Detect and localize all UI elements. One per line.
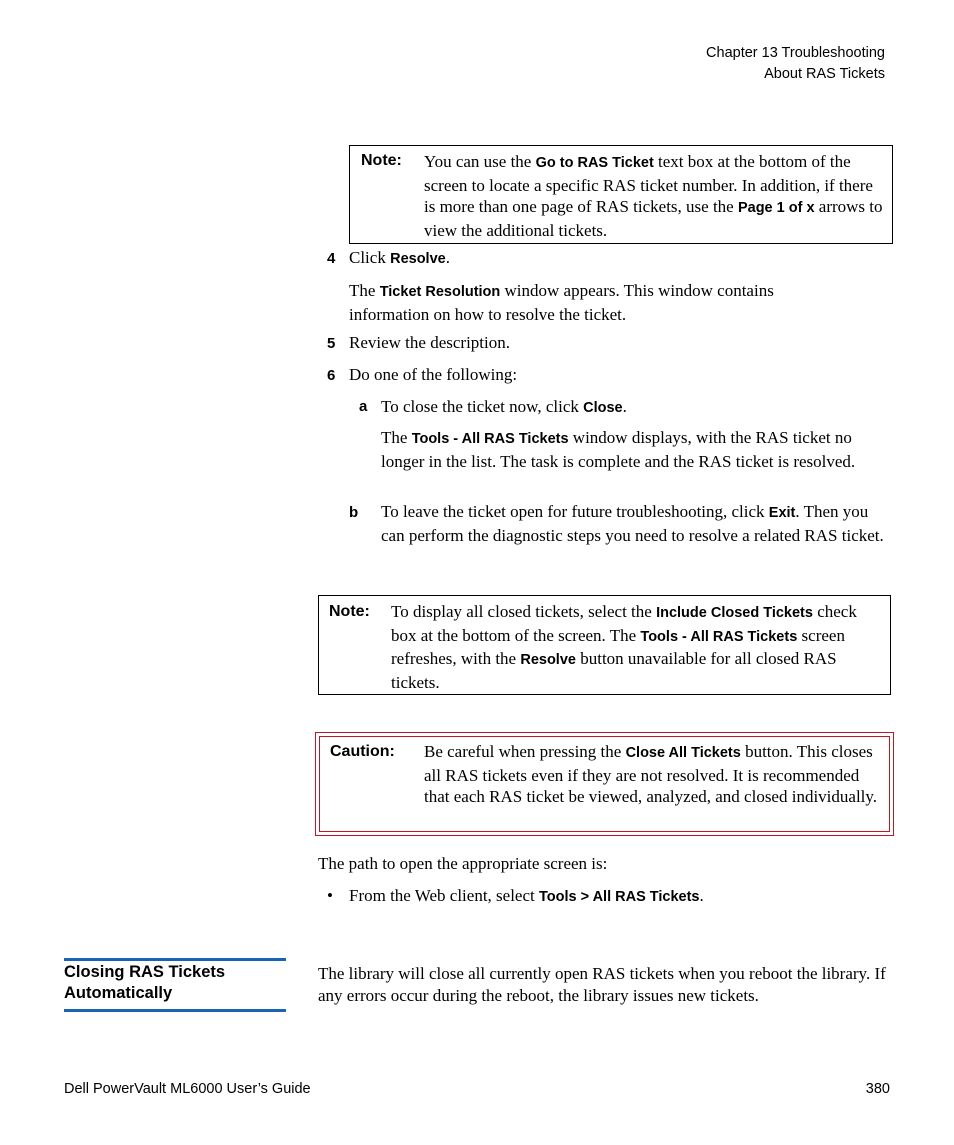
- note-text: To display all closed tickets, select the Include Closed Tickets check box at the bottom of the screen. The Tools - All RAS Tickets screen refreshes, with the Resolve button unavailable for all closed RAS tickets.: [391, 602, 857, 692]
- note-box: [349, 145, 893, 244]
- substep-letter: a: [359, 398, 368, 415]
- header-section: About RAS Tickets: [764, 66, 885, 82]
- step-number: 6: [327, 367, 336, 384]
- ui-term: Tools - All RAS Tickets: [640, 628, 798, 645]
- ui-term: Resolve: [390, 251, 446, 267]
- caution-box: [315, 732, 894, 836]
- ui-term: Close: [583, 400, 623, 416]
- substep-text: To close the ticket now, click Close.: [381, 397, 627, 416]
- ui-term: Page 1 of x: [737, 200, 815, 216]
- page-number: 380: [865, 1081, 890, 1097]
- ui-term: Tools > All RAS Tickets: [539, 889, 700, 905]
- note-label: Note:: [361, 152, 402, 169]
- step-text: Review the description.: [349, 333, 510, 352]
- ui-term: Include Closed Tickets: [656, 605, 813, 621]
- ui-term: Close All Tickets: [625, 745, 741, 761]
- section-rule-top: [64, 958, 286, 961]
- ui-term: Ticket Resolution: [379, 284, 501, 300]
- step-number: 4: [327, 250, 336, 267]
- ui-term: Go to RAS Ticket: [535, 155, 654, 171]
- bullet: •: [327, 886, 333, 905]
- bullet-text: From the Web client, select Tools > All RAS Tickets.: [349, 886, 704, 905]
- ui-term: Exit: [768, 505, 796, 521]
- running-header: [706, 43, 885, 85]
- note-box: [318, 595, 891, 695]
- caution-label: Caution:: [330, 743, 395, 760]
- substep-paragraph: The Tools - All RAS Tickets window displays, with the RAS ticket no longer in the list. The task is complete and the RAS ticket is resolved.: [381, 428, 856, 471]
- section-body: The library will close all currently open RAS tickets when you reboot the library. If any errors occur during the reboot, the library issues new tickets.: [318, 964, 886, 1005]
- footer-title: Dell PowerVault ML6000 User’s Guide: [64, 1081, 311, 1097]
- header-chapter: Chapter 13 Troubleshooting: [706, 45, 885, 61]
- substep-letter: b: [349, 504, 359, 521]
- ui-term: Tools - All RAS Tickets: [411, 431, 569, 447]
- step-number: 5: [327, 335, 336, 352]
- substep-text: To leave the ticket open for future troubleshooting, click Exit. Then you can perform the diagnostic steps you need to resolve a related RAS ticket.: [381, 502, 884, 545]
- step-paragraph: The Ticket Resolution window appears. This window contains information on how to resolve the ticket.: [349, 281, 774, 324]
- section-title: Closing RAS Tickets Automatically: [64, 963, 226, 1002]
- caution-text: Be careful when pressing the Close All Tickets button. This closes all RAS tickets even if they are not resolved. It is recommended that each RAS ticket be viewed, analyzed, and closed individually.: [424, 742, 878, 806]
- step-text: Do one of the following:: [349, 365, 518, 384]
- step-text: Click Resolve.: [349, 248, 450, 267]
- path-intro: The path to open the appropriate screen is:: [318, 854, 608, 873]
- ui-term: Resolve: [520, 652, 576, 668]
- section-rule-bottom: [64, 1009, 286, 1012]
- note-label: Note:: [329, 603, 370, 620]
- note-text: You can use the Go to RAS Ticket text box at the bottom of the screen to locate a specific RAS ticket number. In addition, if there is more than one page of RAS tickets, use the Page 1 of x arrows to view the additional tickets.: [424, 152, 883, 240]
